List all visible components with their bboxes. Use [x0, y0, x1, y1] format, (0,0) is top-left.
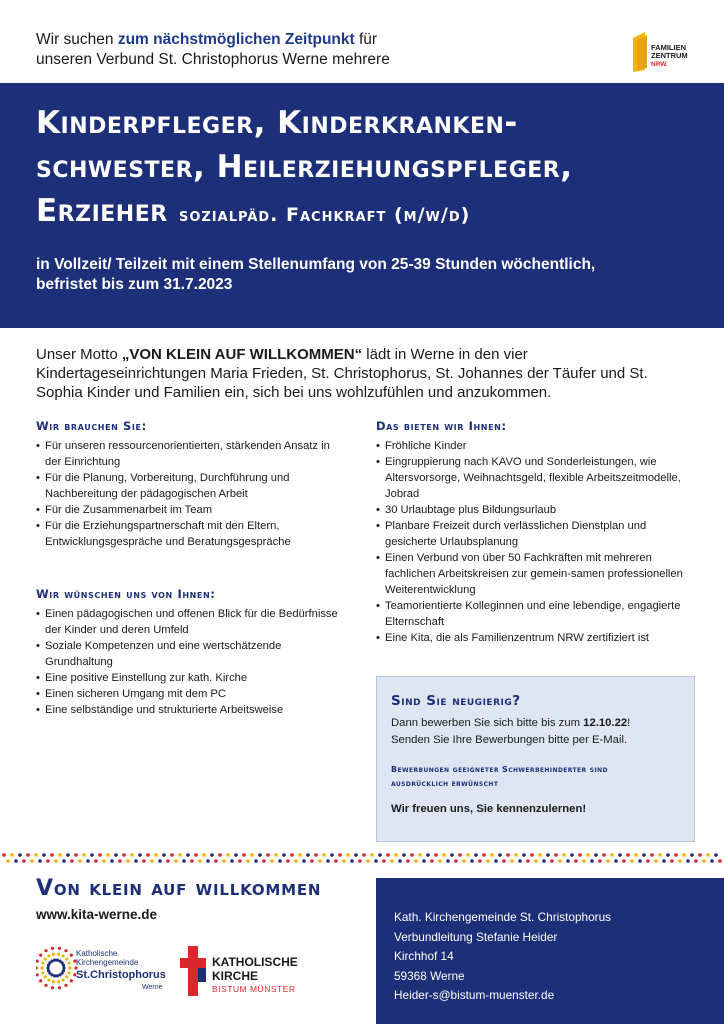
divider-dot: [114, 853, 118, 857]
divider-dot: [702, 859, 706, 863]
divider-dot: [366, 859, 370, 863]
intro-line1-end: für: [354, 31, 378, 48]
divider-dot: [430, 859, 434, 863]
divider-dot: [46, 859, 50, 863]
divider-dot: [482, 853, 486, 857]
divider-dot: [242, 853, 246, 857]
divider-dot: [270, 859, 274, 863]
divider-dot: [354, 853, 358, 857]
divider-dot: [494, 859, 498, 863]
divider-dot: [310, 859, 314, 863]
divider-dot: [510, 859, 514, 863]
logo-dot: [36, 966, 38, 969]
contact-email[interactable]: Heider-s@bistum-muenster.de: [394, 988, 555, 1002]
divider-dot: [42, 853, 46, 857]
divider-dot: [470, 859, 474, 863]
logo-dot: [68, 966, 71, 969]
divider-dot: [110, 859, 114, 863]
divider-dot: [670, 859, 674, 863]
divider-dot: [166, 859, 170, 863]
divider-dot: [634, 853, 638, 857]
divider-dot: [450, 853, 454, 857]
divider-dot: [542, 859, 546, 863]
logo-dot: [61, 954, 64, 957]
logo-dot: [47, 969, 50, 972]
logo-dot: [52, 953, 55, 956]
divider-dot: [562, 853, 566, 857]
divider-dot: [58, 853, 62, 857]
divider-dot: [182, 859, 186, 863]
divider-dot: [214, 859, 218, 863]
divider-dot: [390, 859, 394, 863]
divider-dot: [566, 859, 570, 863]
divider-dot: [94, 859, 98, 863]
divider-dot: [286, 859, 290, 863]
divider-dot: [330, 853, 334, 857]
kk-logo-line3: BISTUM MÜNSTER: [212, 984, 296, 994]
divider-dot: [674, 853, 678, 857]
logo-dot: [39, 954, 42, 957]
logo-dot: [47, 979, 50, 982]
divider-dot: [378, 853, 382, 857]
logo-dot: [41, 962, 44, 965]
divider-dot: [362, 853, 366, 857]
contact-parish: Kath. Kirchengemeinde St. Christophorus: [394, 910, 612, 924]
divider-dot: [578, 853, 582, 857]
divider-dot: [462, 859, 466, 863]
logo-dot: [47, 954, 50, 957]
divider-dot: [698, 853, 702, 857]
box-heading: Sind Sie neugierig?: [391, 693, 521, 709]
logo-dot: [46, 966, 49, 969]
parish-logo-line2: Kirchengemeinde: [76, 958, 139, 967]
list-item: • Soziale Kompetenzen und eine wertschätzende Grundhaltung: [36, 638, 348, 670]
divider-dot: [478, 859, 482, 863]
divider-dot: [690, 853, 694, 857]
divider-dot: [170, 853, 174, 857]
logo-dot: [62, 964, 65, 967]
divider-dot: [294, 859, 298, 863]
logo-dot: [58, 947, 61, 950]
divider-dot: [554, 853, 558, 857]
divider-dot: [622, 859, 626, 863]
list-item: • Einen sicheren Umgang mit dem PC: [36, 686, 348, 702]
divider-dot: [282, 853, 286, 857]
divider-dot: [570, 853, 574, 857]
divider-dot: [102, 859, 106, 863]
divider-dot: [66, 853, 70, 857]
logo-dot: [36, 973, 39, 976]
divider-dot: [106, 853, 110, 857]
disability-note-line2: ausdrücklich erwünscht: [391, 779, 499, 788]
footer-slogan: Von klein auf willkommen: [36, 876, 322, 901]
logo-dot: [44, 975, 47, 978]
divider-dot: [550, 859, 554, 863]
motto-text: lädt in Werne in den vier Kindertageseinrichtungen Maria Frieden, St. Christophorus, St. Johannes der Täufer und St. Sophia Kinder und Familien ein, sich bei uns wohlzufühlen und anzukommen.: [36, 346, 648, 401]
divider-dot: [526, 859, 530, 863]
list-item: • Eine positive Einstellung zur kath. Kirche: [36, 670, 348, 686]
divider-dot: [586, 853, 590, 857]
employment-terms-line2: befristet bis zum 31.7.2023: [36, 276, 233, 293]
divider-dot: [98, 853, 102, 857]
divider-dot: [10, 853, 14, 857]
divider-dot: [346, 853, 350, 857]
job-title-small: sozialpäd. Fachkraft (m/w/d): [178, 204, 471, 226]
list-item: • 30 Urlaubtage plus Bildungsurlaub: [376, 502, 696, 518]
divider-dot: [202, 853, 206, 857]
divider-dot: [610, 853, 614, 857]
motto-prefix: Unser Motto: [36, 346, 122, 363]
list-item: • Fröhliche Kinder: [376, 438, 696, 454]
job-title-line3: [36, 189, 688, 237]
divider-dot: [22, 859, 26, 863]
list-item: • Eine selbständige und strukturierte Arbeitsweise: [36, 702, 348, 718]
logo-dot: [56, 974, 59, 977]
divider-dot: [78, 859, 82, 863]
divider-dot: [666, 853, 670, 857]
logo-dot: [40, 966, 43, 969]
list-item: • Für die Zusammenarbeit im Team: [36, 502, 348, 518]
divider-dot: [678, 859, 682, 863]
divider-dot: [86, 859, 90, 863]
divider-dot: [254, 859, 258, 863]
divider-dot: [62, 859, 66, 863]
divider-dot: [26, 853, 30, 857]
disability-note-line1: Bewerbungen geeigneter Schwerbehinderter sind: [391, 765, 608, 774]
section-we-need-you: [36, 418, 348, 550]
logo-dot: [62, 966, 65, 969]
intro-text: [36, 30, 390, 70]
list-item: • Einen Verbund von über 50 Fachkräften mit mehreren fachlichen Arbeitskreisen zur gemein-samen professionellen Weiterentwicklung: [376, 550, 696, 598]
divider-dot: [350, 859, 354, 863]
divider-dot: [14, 859, 18, 863]
divider-dot: [118, 859, 122, 863]
divider-dot: [486, 859, 490, 863]
job-title-line2: schwester, Heilerziehungspfleger,: [36, 149, 573, 185]
divider-dot: [514, 853, 518, 857]
divider-dot: [466, 853, 470, 857]
divider-dot: [226, 853, 230, 857]
divider-dot: [134, 859, 138, 863]
divider-dot: [446, 859, 450, 863]
divider-dot: [454, 859, 458, 863]
divider-dot: [298, 853, 302, 857]
divider-dot: [194, 853, 198, 857]
divider-dot: [222, 859, 226, 863]
divider-dot: [686, 859, 690, 863]
logo-dot: [44, 957, 47, 960]
divider-dot: [198, 859, 202, 863]
divider-dot: [706, 853, 710, 857]
logo-dot: [41, 971, 44, 974]
divider-dot: [334, 859, 338, 863]
list-item: • Eingruppierung nach KAVO und Sonderleistungen, wie Altersvorsorge, Weihnachtsgeld, flexible Arbeitszeitmodelle, Jobrad: [376, 454, 696, 502]
divider-dot: [210, 853, 214, 857]
logo-dot: [64, 984, 67, 987]
logo-dot: [53, 959, 56, 962]
divider-dot: [6, 859, 10, 863]
divider-dot: [122, 853, 126, 857]
divider-dot: [502, 859, 506, 863]
kk-logo-line1: KATHOLISCHE: [212, 955, 298, 969]
divider-dot: [34, 853, 38, 857]
divider-dot: [318, 859, 322, 863]
divider-dot: [434, 853, 438, 857]
divider-dot: [342, 859, 346, 863]
logo-dot: [51, 986, 54, 989]
divider-dot: [370, 853, 374, 857]
divider-dot: [442, 853, 446, 857]
cross-icon: [180, 946, 206, 996]
divider-dot: [278, 859, 282, 863]
section-heading: Wir brauchen Sie:: [36, 419, 147, 433]
footer-slogan-block: [36, 876, 321, 922]
contact-city: 59368 Werne: [394, 968, 465, 983]
logo-dot: [58, 986, 61, 989]
intro-line2: unseren Verbund St. Christophorus Werne mehrere: [36, 51, 390, 68]
contact-block: [376, 878, 724, 1024]
list-item: • Für unseren ressourcenorientierten, stärkenden Ansatz in der Einrichtung: [36, 438, 348, 470]
section-heading: Das bieten wir Ihnen:: [376, 419, 507, 433]
divider-dot: [618, 853, 622, 857]
motto-slogan: „VON KLEIN AUF WILLKOMMEN“: [121, 346, 363, 363]
divider-dot: [258, 853, 262, 857]
divider-dot: [30, 859, 34, 863]
divider-dot: [158, 859, 162, 863]
fz-logo-line1: FAMILIEN: [651, 43, 686, 52]
divider-dot: [630, 859, 634, 863]
divider-dot: [490, 853, 494, 857]
divider-dot: [322, 853, 326, 857]
greeting: Wir freuen uns, Sie kennenzulernen!: [391, 803, 587, 815]
job-title-main: Erzieher: [36, 193, 168, 229]
divider-dot: [82, 853, 86, 857]
intro-highlight: zum nächstmöglichen Zeitpunkt: [117, 31, 355, 48]
divider-dot: [614, 859, 618, 863]
deadline-date: 12.10.22: [583, 717, 628, 729]
divider-dot: [710, 859, 714, 863]
divider-dot: [594, 853, 598, 857]
parish-logo: [36, 938, 166, 1000]
employment-terms-line1: in Vollzeit/ Teilzeit mit einem Stellenumfang von 25-39 Stunden wöchentlich,: [36, 256, 596, 273]
section-we-offer: [376, 418, 696, 646]
divider-dot: [654, 859, 658, 863]
divider-dot: [626, 853, 630, 857]
employment-terms: [36, 255, 688, 295]
logo-dot: [64, 949, 67, 952]
divider-dot: [414, 859, 418, 863]
divider-dot: [326, 859, 330, 863]
divider-dot: [590, 859, 594, 863]
katholische-kirche-logo: [180, 944, 330, 1000]
logo-dot: [44, 984, 47, 987]
title-banner: [0, 83, 724, 328]
divider-dot: [162, 853, 166, 857]
divider-dot: [522, 853, 526, 857]
divider-dot: [418, 853, 422, 857]
divider-dot: [238, 859, 242, 863]
divider-dot: [402, 853, 406, 857]
application-info-box: [376, 676, 695, 842]
divider-dot: [130, 853, 134, 857]
divider-dot: [206, 859, 210, 863]
motto-paragraph: [36, 345, 696, 402]
section-we-wish: [36, 586, 348, 718]
divider-dot: [606, 859, 610, 863]
divider-dot: [126, 859, 130, 863]
divider-dot: [314, 853, 318, 857]
disability-note: [391, 763, 680, 791]
website-link[interactable]: www.kita-werne.de: [36, 907, 158, 922]
divider-dot: [582, 859, 586, 863]
application-deadline: [391, 715, 680, 732]
divider-dot: [38, 859, 42, 863]
parish-logo-line1: Katholische: [76, 949, 118, 958]
divider-dot: [274, 853, 278, 857]
divider-dot: [574, 859, 578, 863]
logo-dot: [51, 947, 54, 950]
job-title: [36, 101, 688, 237]
list-item: • Planbare Freizeit durch verlässlichen Dienstplan und gesicherte Urlaubsplanung: [376, 518, 696, 550]
section-heading: Wir wünschen uns von Ihnen:: [36, 587, 216, 601]
fz-logo-line2: ZENTRUM: [651, 51, 688, 60]
job-title-line1: Kinderpfleger, Kinderkranken-: [36, 105, 518, 141]
divider-dot: [474, 853, 478, 857]
divider-dot: [186, 853, 190, 857]
divider-dot: [358, 859, 362, 863]
list-item: • Für die Erziehungspartnerschaft mit den Eltern, Entwicklungsgespräche und Beratungsgespräche: [36, 518, 348, 550]
divider-dot: [394, 853, 398, 857]
divider-dot: [530, 853, 534, 857]
divider-dot: [338, 853, 342, 857]
divider-dot: [382, 859, 386, 863]
intro-line1: Wir suchen: [36, 31, 118, 48]
divider-dot: [602, 853, 606, 857]
divider-dot: [154, 853, 158, 857]
list-item: • Eine Kita, die als Familienzentrum NRW zertifiziert ist: [376, 630, 696, 646]
divider-dot: [174, 859, 178, 863]
parish-logo-line4: Werne: [142, 984, 163, 991]
logo-dot: [61, 979, 64, 982]
divider-dot: [70, 859, 74, 863]
divider-dot: [662, 859, 666, 863]
divider-dot: [290, 853, 294, 857]
divider-dot: [386, 853, 390, 857]
logo-dot: [44, 949, 47, 952]
divider-dot: [150, 859, 154, 863]
divider-dot: [638, 859, 642, 863]
divider-dot: [230, 859, 234, 863]
logo-dot: [36, 960, 39, 963]
divider-dot: [2, 853, 6, 857]
dotted-divider: [0, 852, 724, 864]
contact-street: Kirchhof 14: [394, 949, 454, 963]
divider-dot: [138, 853, 142, 857]
divider-dot: [398, 859, 402, 863]
logo-dot: [39, 979, 42, 982]
divider-dot: [438, 859, 442, 863]
deadline-text: Dann bewerben Sie sich bitte bis zum: [391, 717, 584, 729]
divider-dot: [458, 853, 462, 857]
divider-dot: [302, 859, 306, 863]
logo-dot: [65, 975, 68, 978]
divider-dot: [246, 859, 250, 863]
application-method: Senden Sie Ihre Bewerbungen bitte per E-Mail.: [391, 734, 628, 746]
divider-dot: [54, 859, 58, 863]
fz-logo-line3: NRW.: [651, 61, 668, 68]
divider-dot: [642, 853, 646, 857]
parish-logo-line3: St.Christophorus: [76, 969, 166, 981]
logo-dot: [52, 980, 55, 983]
divider-dot: [422, 859, 426, 863]
divider-dot: [142, 859, 146, 863]
divider-dot: [18, 853, 22, 857]
divider-dot: [374, 859, 378, 863]
divider-dot: [598, 859, 602, 863]
divider-dot: [518, 859, 522, 863]
divider-dot: [650, 853, 654, 857]
divider-dot: [538, 853, 542, 857]
contact-person: Verbundleitung Stefanie Heider: [394, 929, 558, 944]
divider-dot: [266, 853, 270, 857]
divider-dot: [406, 859, 410, 863]
divider-dot: [558, 859, 562, 863]
logo-dot: [65, 957, 68, 960]
divider-dot: [546, 853, 550, 857]
logo-dot: [68, 971, 71, 974]
divider-dot: [534, 859, 538, 863]
divider-dot: [682, 853, 686, 857]
logo-dot: [57, 980, 60, 983]
logo-dot: [70, 979, 73, 982]
divider-dot: [694, 859, 698, 863]
list-item: • Teamorientierte Kolleginnen und eine lebendige, engagierte Elternschaft: [376, 598, 696, 630]
divider-dot: [714, 853, 718, 857]
divider-dot: [306, 853, 310, 857]
kk-logo-line2: KIRCHE: [212, 969, 259, 983]
divider-dot: [178, 853, 182, 857]
divider-dot: [190, 859, 194, 863]
divider-dot: [498, 853, 502, 857]
divider-dot: [218, 853, 222, 857]
divider-dot: [506, 853, 510, 857]
divider-dot: [646, 859, 650, 863]
logo-dot: [70, 954, 73, 957]
divider-dot: [50, 853, 54, 857]
divider-dot: [250, 853, 254, 857]
deadline-end: !: [627, 717, 631, 729]
divider-dot: [718, 859, 722, 863]
divider-dot: [262, 859, 266, 863]
logo-dot: [68, 962, 71, 965]
familienzentrum-logo: [631, 30, 691, 74]
divider-dot: [90, 853, 94, 857]
divider-dot: [234, 853, 238, 857]
divider-dot: [410, 853, 414, 857]
divider-dot: [74, 853, 78, 857]
divider-dot: [146, 853, 150, 857]
logo-dot: [57, 953, 60, 956]
divider-dot: [658, 853, 662, 857]
divider-dot: [426, 853, 430, 857]
list-item: • Einen pädagogischen und offenen Blick für die Bedürfnisse der Kinder und deren Umfeld: [36, 606, 348, 638]
list-item: • Für die Planung, Vorbereitung, Durchführung und Nachbereitung der pädagogischen Arbeit: [36, 470, 348, 502]
